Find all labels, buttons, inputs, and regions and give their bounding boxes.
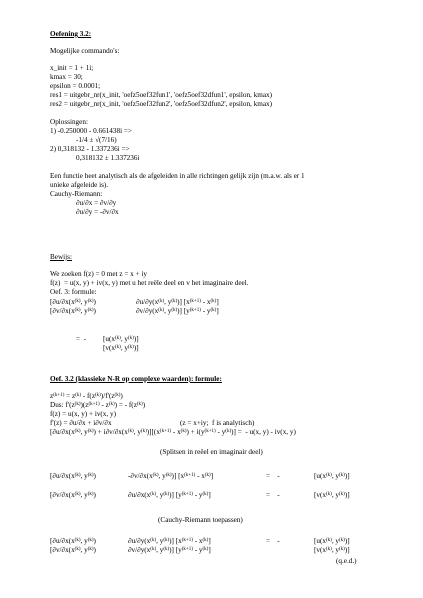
solution-line: 2) 0,318132 - 1.337236i => bbox=[50, 145, 130, 153]
formula-line: [$\partial u/\partial x(x^{(k)}$, $y^{(k)}$) bbox=[50, 537, 96, 545]
proof-line: We zoeken f(z) = 0 met z = x + iy bbox=[50, 270, 147, 278]
command-line: res1 = uitgebr_nr(x_init, 'oefz5oef32fun1', 'oefz5oef32dfun1', epsilon, kmax) bbox=[50, 91, 273, 99]
proof-line: f(z) = u(x, y) + iv(x, y) met u het reële deel en v het imaginaire deel. bbox=[50, 279, 249, 287]
formula-line: = - bbox=[266, 472, 280, 480]
formula-line: [$u(x^{(k)}$, $y^{(k)}$)] bbox=[103, 335, 139, 343]
solution-line: 1) -0.250000 - 0.661438i => bbox=[50, 127, 132, 135]
formula-line: [$v(x^{(k)}$, $y^{(k)}$)] bbox=[103, 344, 139, 352]
caption: (Cauchy-Riemann toepassen) bbox=[158, 516, 243, 524]
formula-line: [$\partial u/\partial x(x^{(k)}$, $y^{(k)}$) bbox=[50, 298, 96, 306]
analytic-text: unieke afgeleide is). bbox=[50, 181, 109, 189]
command-line: x_init = 1 + 1i; bbox=[50, 64, 94, 72]
commands-heading: Mogelijke commando's: bbox=[50, 47, 120, 55]
formula-line: f(z) = u(x, y) + iv(x, y) bbox=[50, 410, 116, 418]
command-line: res2 = uitgebr_nr(x_init, 'oefz5oef32fun2', 'oefz5oef32dfun2', epsilon, kmax) bbox=[50, 100, 273, 108]
solution-line: 0,318132 ± 1.337236i bbox=[76, 154, 140, 162]
formula-line: Dus: $f'(z^{(k)})(z^{(k+1)} - z^{(k)})$ = - $f(z^{(k)})$ bbox=[50, 401, 146, 409]
analytic-text: Een functie heet analytisch als de afgeleiden in alle richtingen gelijk zijn (m.a.w. als er 1 bbox=[50, 172, 305, 180]
solution-line: -1/4 ± √(7/16) bbox=[76, 136, 117, 144]
exercise-title: Oefening 3.2: bbox=[50, 30, 92, 38]
caption: (Splitsen in reëel en imaginair deel) bbox=[160, 448, 263, 456]
formula-line: [$\partial v/\partial x(x^{(k)}$, $y^{(k)}$) bbox=[50, 307, 96, 315]
proof-heading: Bewijs: bbox=[50, 253, 72, 261]
formula-line: [$\partial v/\partial x(x^{(k)}$, $y^{(k)}$) bbox=[50, 491, 96, 499]
formula-line: $-\partial v/\partial x(x^{(k)}$, $y^{(k)}$)] $[x^{(k+1)} - x^{(k)}]$ bbox=[128, 472, 214, 480]
formula-line: [$v(x^{(k)}$, $y^{(k)}$)] bbox=[314, 491, 350, 499]
cauchy-riemann-equation: ∂u/∂y = -∂v/∂x bbox=[76, 208, 119, 216]
formula-line: = - bbox=[266, 491, 280, 499]
formula-line: $\partial u/\partial x(x^{(k)}$, $y^{(k)}$)] $[y^{(k+1)} - y^{(k)}]$ bbox=[128, 491, 211, 499]
command-line: kmax = 30; bbox=[50, 73, 83, 81]
formula-line: [$\partial v/\partial x(x^{(k)}$, $y^{(k)}$) bbox=[50, 546, 96, 554]
cauchy-riemann-label: Cauchy-Riemann: bbox=[50, 190, 103, 198]
section-heading: Oef. 3.2 (klassieke N-R op complexe waarden): formule: bbox=[50, 375, 222, 383]
formula-line: f'(z) = ∂u/∂x + i∂v/∂x bbox=[50, 419, 112, 427]
formula-line: = - bbox=[266, 537, 280, 545]
formula-line: $\partial u/\partial y(x^{(k)}$, $y^{(k)}$)] $[x^{(k+1)} - x^{(k)}]$ bbox=[128, 537, 211, 545]
formula-line: $\partial v/\partial y(x^{(k)}$, $y^{(k)}$)] $[y^{(k+1)} - y^{(k)}]$ bbox=[128, 546, 211, 554]
formula-line: [$v(x^{(k)}$, $y^{(k)}$)] bbox=[314, 546, 350, 554]
formula-line: $\partial u/\partial y(x^{(k)}$, $y^{(k)}$)] $[x^{(k+1)} - x^{(k)}]$ bbox=[136, 298, 219, 306]
command-line: epsilon = 0.0001; bbox=[50, 82, 101, 90]
qed-mark: (q.e.d.) bbox=[336, 557, 357, 565]
formula-line: = - bbox=[76, 335, 87, 343]
formula-line: (z = x+iy; f is analytisch) bbox=[180, 419, 255, 427]
formula-line: $z^{(k+1)} = z^{(k)} - f(z^{(k)})/f'(z^{(k)})$ bbox=[50, 392, 123, 400]
formula-line: [$u(x^{(k)}$, $y^{(k)}$)] bbox=[314, 537, 350, 545]
cauchy-riemann-equation: ∂u/∂x = ∂v/∂y bbox=[76, 199, 117, 207]
formula-line: [$\partial u/\partial x(x^{(k)}$, $y^{(k)}$) bbox=[50, 472, 96, 480]
formula-line: [$\partial u/\partial x(x^{(k)}$, $y^{(k)}) + i\partial v/\partial x(x^{(k)}$, $y^{(k)})][(x^{(k+1)} - x^{(k)}) + i(y^{(k+1)} - y^{(k)})]$ = - u(x, y) - iv(x, y) bbox=[50, 428, 296, 436]
solutions-heading: Oplossingen: bbox=[50, 118, 88, 126]
formula-line: [$u(x^{(k)}$, $y^{(k)}$)] bbox=[314, 472, 350, 480]
proof-line: Oef. 3: formule: bbox=[50, 288, 97, 296]
formula-line: $\partial v/\partial y(x^{(k)}$, $y^{(k)}$)] $[y^{(k+1)} - y^{(k)}]$ bbox=[136, 307, 219, 315]
